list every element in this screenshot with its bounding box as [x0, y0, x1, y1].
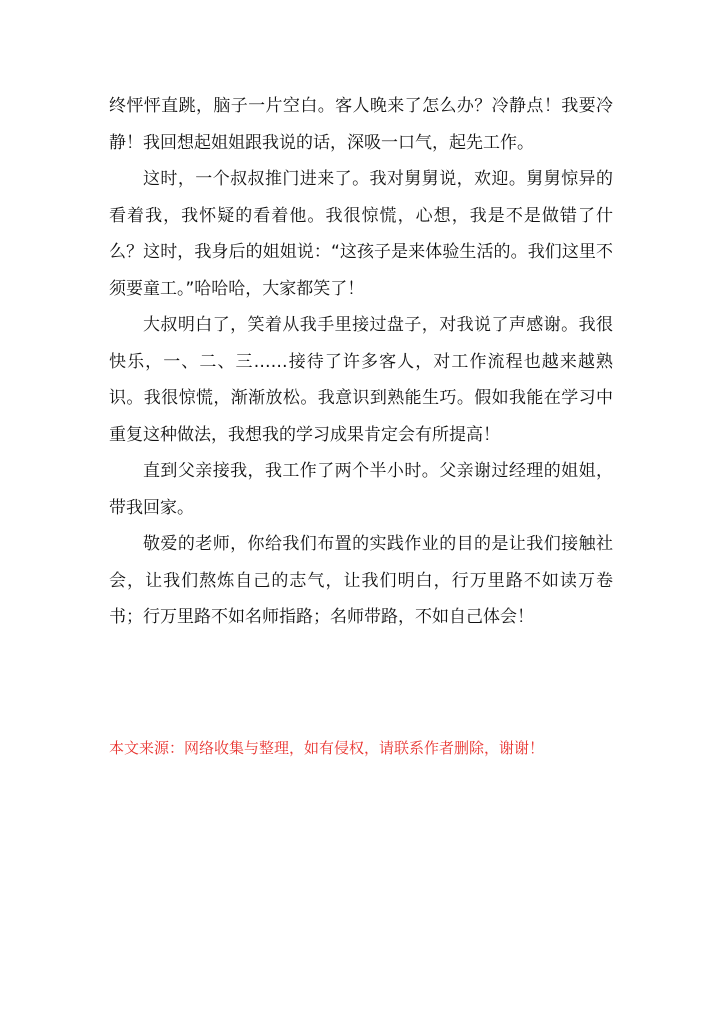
paragraph-continuation: 终怦怦直跳，脑子一片空白。客人晚来了怎么办？冷静点！我要冷静！我回想起姐姐跟我说的话，深吸一口气，起先工作。: [109, 96, 613, 153]
paragraph-uncle-arrives: 这时，一个叔叔推门进来了。我对舅舅说，欢迎。舅舅惊异的看着我，我怀疑的看着他。我很惊慌，心想，我是不是做错了什么？这时，我身后的姐姐说：“这孩子是来体验生活的。我们这里不须要童工。”哈哈哈，大家都笑了！: [109, 169, 613, 299]
document-body: [109, 88, 613, 636]
paragraph-conclusion: 敬爱的老师，你给我们布置的实践作业的目的是让我们接触社会，让我们熬炼自己的志气，让我们明白，行万里路不如读万卷书；行万里路不如名师指路；名师带路，不如自己体会！: [109, 534, 613, 627]
paragraph-learning-work: 大叔明白了，笑着从我手里接过盘子，对我说了声感谢。我很快乐，一、二、三……接待了许多客人，对工作流程也越来越熟识。我很惊慌，渐渐放松。我意识到熟能生巧。假如我能在学习中重复这种做法，我想我的学习成果肯定会有所提高！: [109, 315, 613, 445]
paragraph-father-pickup: 直到父亲接我，我工作了两个半小时。父亲谢过经理的姐姐，带我回家。: [109, 461, 613, 518]
source-disclaimer: 本文来源：网络收集与整理，如有侵权，请联系作者删除，谢谢！: [109, 739, 545, 757]
